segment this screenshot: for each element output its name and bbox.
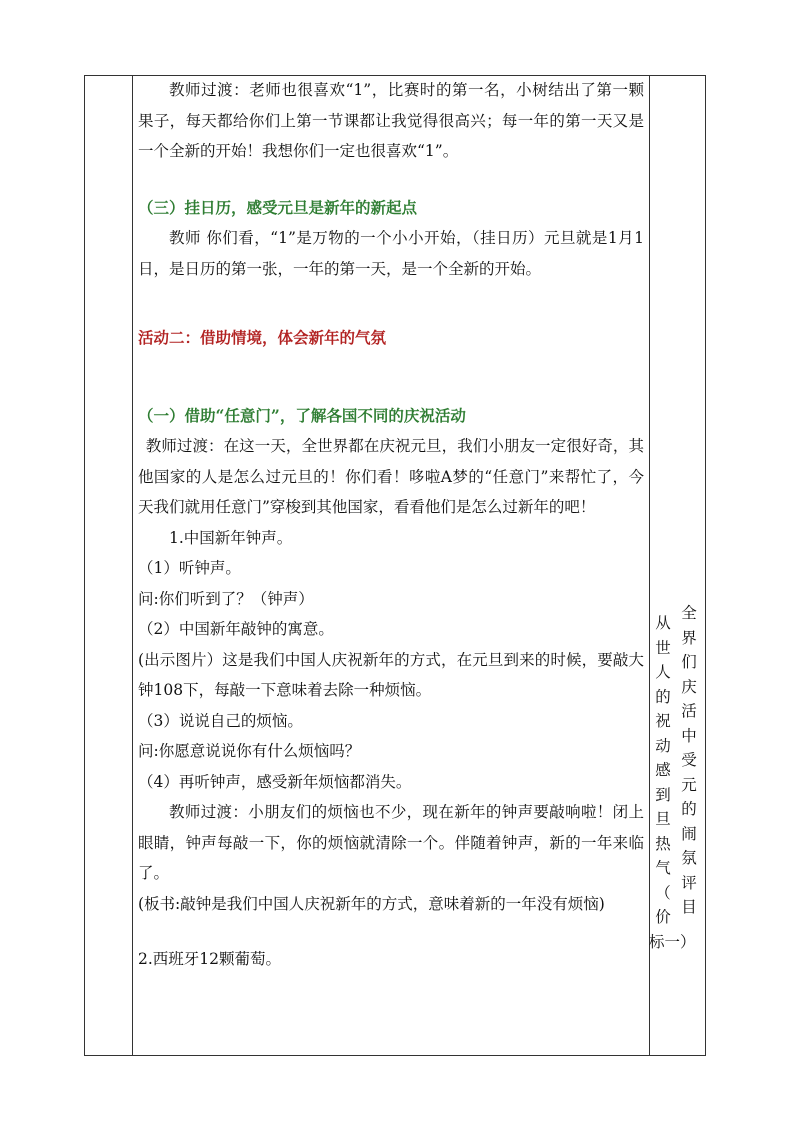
intent-char: 到 [655, 785, 671, 804]
intent-char: 中 [681, 726, 697, 745]
intent-column-right [677, 601, 701, 920]
intent-char: 动 [655, 736, 671, 755]
intent-char: 人 [655, 663, 671, 681]
step-listen-bell: （1）听钟声。 [138, 559, 241, 577]
step-bell-meaning: （2）中国新年敲钟的寓意。 [138, 620, 334, 638]
intent-char: （ [655, 883, 671, 902]
intent-char: 评 [681, 873, 697, 892]
question-worries: 问:你愿意说说你有什么烦恼吗？ [138, 742, 361, 760]
intent-column-left [649, 611, 696, 954]
teacher-transition-3: 教师过渡：小朋友们的烦恼也不少，现在新年的钟声要敲响啦！闭上眼睛，钟声每敲一下，你的烦恼就清除一个。伴随着钟声，新的一年来临了。 [138, 803, 644, 882]
intent-char: 们 [681, 653, 697, 671]
intent-char: 目 [681, 898, 697, 916]
intent-char: 气 [655, 859, 671, 877]
section-heading-1: （一）借助“任意门”，了解各国不同的庆祝活动 [138, 405, 466, 425]
intent-char: 界 [681, 628, 697, 647]
teaching-process-cell [138, 75, 644, 975]
intent-char: 世 [655, 638, 671, 657]
intent-char: 热 [655, 834, 671, 853]
intent-char: 从 [655, 614, 671, 632]
teacher-transition-1: 教师过渡：老师也很喜欢“1”，比赛时的第一名，小树结出了第一颗果子，每天都给你们上第一节课都让我觉得很高兴；每一年的第一天又是一个全新的开始！我想你们一定也很喜欢“1”。 [138, 81, 644, 160]
intent-char: 活 [681, 702, 697, 720]
section-heading-3: （三）挂日历，感受元旦是新年的新起点 [138, 197, 418, 217]
column-divider-right [649, 76, 650, 1055]
intent-char: 感 [655, 761, 671, 779]
item-china-bell: 1.中国新年钟声。 [169, 528, 293, 547]
intent-char: 元 [681, 775, 697, 794]
intent-char: 的 [655, 687, 671, 706]
teacher-transition-2: 教师过渡：在这一天，全世界都在庆祝元旦，我们小朋友一定很好奇，其他国家的人是怎么过元旦的！你们看！哆啦A梦的“任意门”来帮忙了，今天我们就用任意门”穿梭到其他国家，看看他们是怎么过新年的吧！ [138, 437, 644, 516]
intent-char: 受 [681, 751, 697, 769]
intent-char: 庆 [681, 677, 697, 696]
intent-char: 的 [681, 800, 697, 818]
step-say-worries: （3）说说自己的烦恼。 [138, 711, 303, 730]
intent-char: 闹 [681, 824, 697, 843]
activity-two-heading: 活动二：借助情境，体会新年的气氛 [138, 328, 387, 347]
item-spain-grapes: 2.西班牙12颗葡萄。 [138, 950, 282, 968]
intent-char: 祝 [655, 712, 671, 730]
column-divider-left [132, 76, 133, 1055]
intent-char: 旦 [655, 810, 671, 828]
question-heard: 问:你们听到了？（钟声） [138, 589, 314, 608]
calendar-paragraph: 教师 你们看，“1”是万物的一个小小开始，（挂日历）元旦就是1月1日，是日历的第一张，一年的第一天，是一个全新的开始。 [138, 229, 644, 278]
intent-char: 全 [681, 604, 697, 622]
show-picture-paragraph: (出示图片）这是我们中国人庆祝新年的方式，在元旦到来的时候，要敲大钟108下，每敲一下意味着去除一种烦恼。 [138, 650, 644, 699]
intent-char: 氛 [681, 849, 697, 867]
intent-char: 标一） [649, 932, 696, 951]
intent-char: 价 [655, 908, 671, 926]
step-listen-again: （4）再听钟声，感受新年烦恼都消失。 [138, 772, 412, 791]
blackboard-note: (板书:敲钟是我们中国人庆祝新年的方式，意味着新的一年没有烦恼) [138, 894, 605, 913]
